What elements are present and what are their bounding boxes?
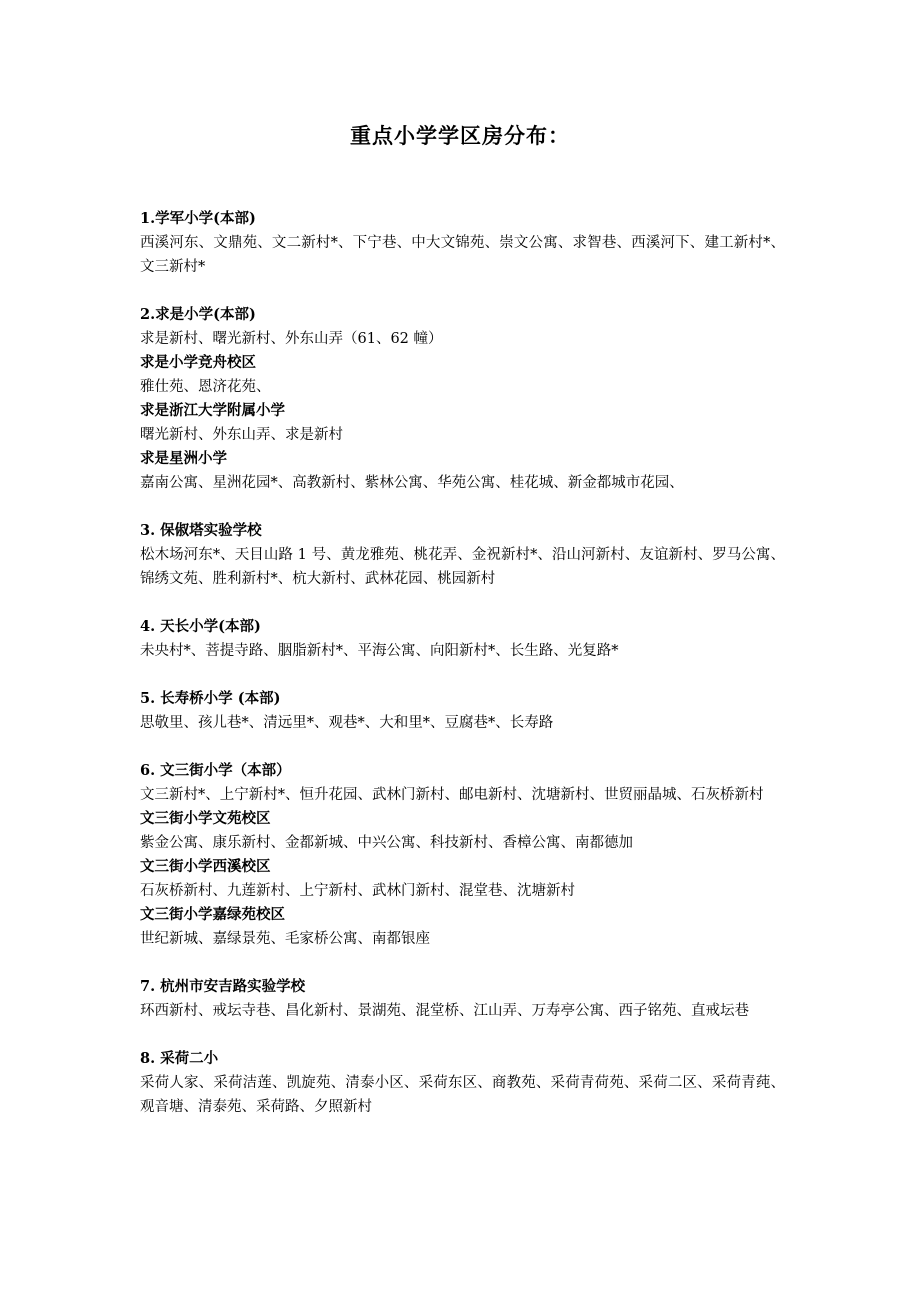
section-2 — [140, 303, 785, 495]
school-heading: 3. 保俶塔实验学校 — [140, 522, 262, 539]
residence-list: 嘉南公寓、星洲花园*、高教新村、紫林公寓、华苑公寓、桂花城、新金都城市花园、 — [140, 475, 684, 491]
school-heading: 6. 文三街小学（本部） — [140, 762, 291, 779]
section-8 — [140, 1047, 785, 1119]
document-body — [140, 207, 785, 1143]
campus-heading: 求是小学竞舟校区 — [140, 354, 256, 371]
campus-heading: 求是星洲小学 — [140, 450, 227, 467]
residence-list: 雅仕苑、恩济花苑、 — [140, 379, 271, 395]
campus-heading: 文三街小学文苑校区 — [140, 810, 271, 827]
school-heading: 8. 采荷二小 — [140, 1050, 219, 1067]
school-heading: 4. 天长小学(本部) — [140, 618, 261, 635]
residence-list: 世纪新城、嘉绿景苑、毛家桥公寓、南都银座 — [140, 931, 430, 947]
section-4 — [140, 615, 785, 663]
residence-list: 松木场河东*、天目山路 1 号、黄龙雅苑、桃花弄、金祝新村*、沿山河新村、友谊新村、罗马公寓、锦绣文苑、胜利新村*、杭大新村、武林花园、桃园新村 — [140, 547, 785, 587]
section-7 — [140, 975, 785, 1023]
section-3 — [140, 519, 785, 591]
residence-list: 思敬里、孩儿巷*、清远里*、观巷*、大和里*、豆腐巷*、长寿路 — [140, 715, 554, 731]
residence-list: 文三新村*、上宁新村*、恒升花园、武林门新村、邮电新村、沈塘新村、世贸丽晶城、石灰桥新村 — [140, 787, 764, 803]
residence-list: 石灰桥新村、九莲新村、上宁新村、武林门新村、混堂巷、沈塘新村 — [140, 883, 575, 899]
campus-heading: 文三街小学西溪校区 — [140, 858, 271, 875]
school-heading: 2.求是小学(本部) — [140, 306, 256, 323]
section-1 — [140, 207, 785, 279]
residence-list: 未央村*、菩提寺路、胭脂新村*、平海公寓、向阳新村*、长生路、光复路* — [140, 643, 619, 659]
school-heading: 7. 杭州市安吉路实验学校 — [140, 978, 306, 995]
page-title: 重点小学学区房分布： — [350, 123, 570, 148]
residence-list: 紫金公寓、康乐新村、金都新城、中兴公寓、科技新村、香樟公寓、南都德加 — [140, 835, 633, 851]
residence-list: 求是新村、曙光新村、外东山弄（61、62 幢） — [140, 331, 443, 347]
school-heading: 5. 长寿桥小学 (本部) — [140, 690, 281, 707]
residence-list: 环西新村、戒坛寺巷、昌化新村、景湖苑、混堂桥、江山弄、万寿亭公寓、西子铭苑、直戒坛巷 — [140, 1003, 749, 1019]
residence-list: 采荷人家、采荷洁莲、凯旋苑、清泰小区、采荷东区、商教苑、采荷青荷苑、采荷二区、采荷青莼、观音塘、清泰苑、采荷路、夕照新村 — [140, 1075, 785, 1115]
residence-list: 西溪河东、文鼎苑、文二新村*、下宁巷、中大文锦苑、崇文公寓、求智巷、西溪河下、建工新村*、文三新村* — [140, 235, 785, 275]
school-heading: 1.学军小学(本部) — [140, 210, 256, 227]
section-5 — [140, 687, 785, 735]
campus-heading: 文三街小学嘉绿苑校区 — [140, 906, 285, 923]
residence-list: 曙光新村、外东山弄、求是新村 — [140, 427, 343, 443]
section-6 — [140, 759, 785, 951]
campus-heading: 求是浙江大学附属小学 — [140, 402, 285, 419]
